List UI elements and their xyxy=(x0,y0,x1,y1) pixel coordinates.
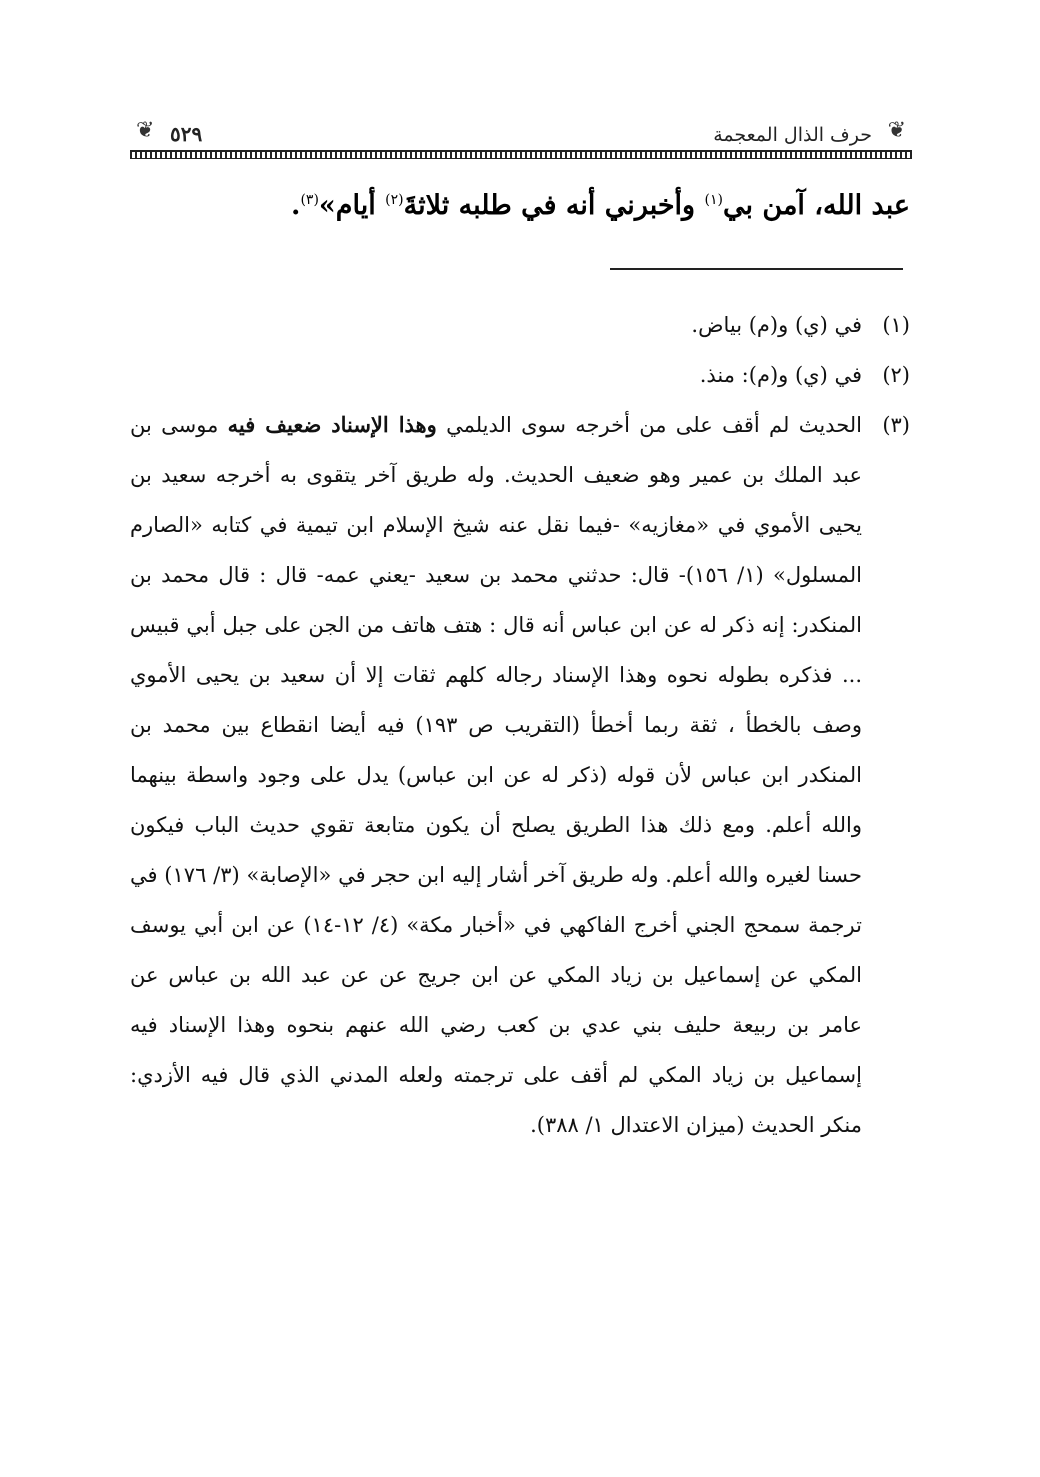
footnote-item xyxy=(130,300,910,350)
footnote-text xyxy=(130,400,862,1150)
footnote-ref: (٣) xyxy=(300,192,319,208)
footnote-text-part: الحديث لم أقف على من أخرجه سوى الديلمي xyxy=(436,413,862,437)
running-header xyxy=(130,112,912,164)
header-rule xyxy=(130,150,912,159)
footnote-item xyxy=(130,350,910,400)
main-text-part: . xyxy=(291,190,301,221)
footnote-number: (٣) xyxy=(882,413,910,437)
page-number: ٥٢٩ xyxy=(170,122,203,146)
footnotes xyxy=(130,300,910,1150)
chapter-title: حرف الذال المعجمة xyxy=(713,124,872,146)
footnote-ref: (٢) xyxy=(385,192,404,208)
footnote-text-bold: وهذا الإسناد ضعيف فيه xyxy=(227,412,437,437)
footnote-item xyxy=(130,400,910,1150)
floral-ornament-icon: ❦ xyxy=(136,118,155,143)
main-text-part: عبد الله، آمن بي xyxy=(722,190,910,221)
footnote-number: (١) xyxy=(882,313,910,337)
footnote-ref: (١) xyxy=(704,192,723,208)
footnote-text-part: موسى بن عبد الملك بن عمير وهو ضعيف الحديث. وله طريق آخر يتقوى به أخرجه سعيد بن يحيى الأموي في «مغازيه» -فيما نقل عنه شيخ الإسلام ابن تيمية في كتابه «الصارم المسلول» (١/ ١٥٦)- قال: حدثني محمد بن سعيد -يعني عمه- قال : قال محمد بن المنكدر: إنه ذكر له عن ابن عباس أنه قال : هتف هاتف من الجن على جبل أبي قبيس ... فذكره بطوله نحوه وهذا الإسناد رجاله كلهم ثقات إلا أن سعيد بن يحيى الأموي وصف بالخطأ ، ثقة ربما أخطأ (التقريب ص ١٩٣) فيه أيضا انقطاع بين محمد بن المنكدر ابن عباس لأن قوله (ذكر له عن ابن عباس) يدل على وجود واسطة بينهما والله أعلم. ومع ذلك هذا الطريق يصلح أن يكون متابعة تقوي حديث الباب فيكون حسنا لغيره والله أعلم. وله طريق آخر أشار إليه ابن حجر في «الإصابة» (٣/ ١٧٦) في ترجمة سمحج الجني أخرج الفاكهي في «أخبار مكة» (٤/ ١٢-١٤) عن ابن أبي يوسف المكي عن إسماعيل بن زياد المكي عن ابن جريج عن عن عبد الله بن عباس عن عامر بن ربيعة حليف بني عدي بن كعب رضي الله عنهم بنحوه وهذا الإسناد فيه إسماعيل بن زياد المكي لم أقف على ترجمته ولعله المدني الذي قال فيه الأزدي: منكر الحديث (ميزان الاعتدال ١/ ٣٨٨). xyxy=(130,413,863,1137)
footnote-number: (٢) xyxy=(882,363,910,387)
main-text-part: أيام» xyxy=(318,190,386,221)
footnote-text: في (ي) و(م) بياض. xyxy=(691,313,862,337)
main-text-part: وأخبرني أنه في طلبه ثلاثةَ xyxy=(403,190,705,221)
floral-ornament-icon: ❦ xyxy=(887,118,906,143)
footnote-separator xyxy=(610,268,903,270)
main-text-line xyxy=(110,176,910,230)
footnote-text: في (ي) و(م): منذ. xyxy=(699,363,862,387)
